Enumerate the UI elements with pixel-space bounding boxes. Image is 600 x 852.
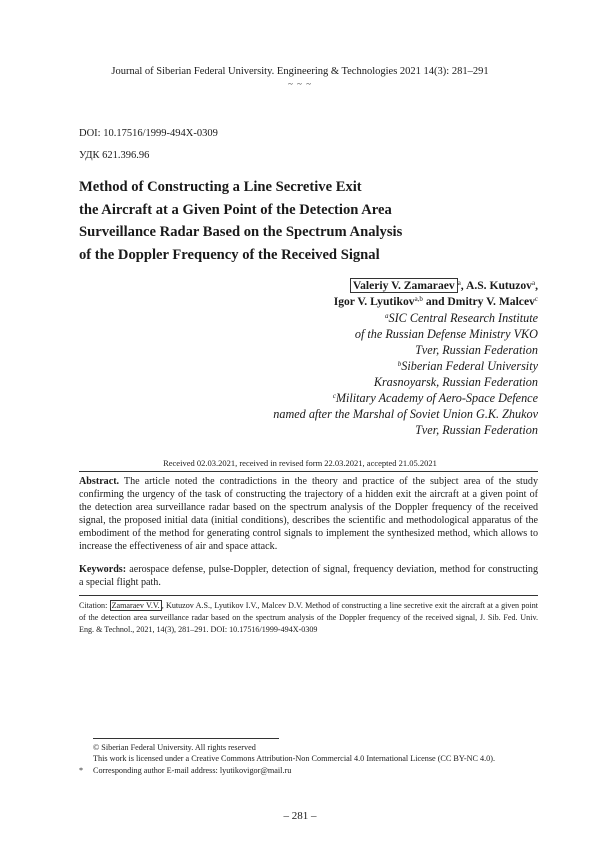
- separator: ,: [535, 279, 538, 292]
- corresponding-text: Corresponding author E-mail address: lyutikovigor@mail.ru: [93, 765, 292, 775]
- affil-line: Military Academy of Aero-Space Defence: [335, 391, 538, 405]
- page-number: – 281 –: [283, 810, 317, 822]
- affil-sup: a: [385, 312, 389, 320]
- affiliation-a: Tver, Russian Federation: [415, 343, 538, 357]
- title-line: the Aircraft at a Given Point of the Detection Area: [79, 201, 392, 218]
- title-line: Surveillance Radar Based on the Spectrum Analysis: [79, 224, 403, 241]
- citation-text: , Kutuzov A.S., Lyutikov I.V., Malcev D.V. Method of constructing a line secretive exit the aircraft at a given point of the detection area surveillance radar based on the spectrum analysis of the Doppler frequency of the received signal, J. Sib. Fed. Univ. Eng. & Technol., 2021, 14(3), 281–291. DOI: 10.17516/1999-494X-0309: [79, 601, 538, 634]
- affil-line: Siberian Federal University: [401, 359, 538, 373]
- paper-title: [79, 176, 539, 266]
- license-note: This work is licensed under a Creative Commons Attribution-Non Commercial 4.0 International License (CC BY-NC 4.0).: [93, 754, 496, 764]
- udk: УДК 621.396.96: [79, 150, 150, 161]
- affiliation-a: [273, 310, 538, 326]
- author-lyutikov: Igor V. Lyutikov: [333, 295, 415, 308]
- authors-line-1: [273, 278, 538, 294]
- received-dates: Received 02.03.2021, received in revised form 22.03.2021, accepted 21.05.2021: [163, 458, 437, 468]
- citation: [79, 600, 538, 636]
- affiliation-c: named after the Marshal of Soviet Union G.K. Zhukov: [273, 407, 538, 421]
- abstract: [79, 475, 538, 554]
- abstract-label: Abstract.: [79, 476, 120, 487]
- author-kutuzov: , A.S. Kutuzov: [460, 279, 532, 292]
- affiliation-a: of the Russian Defense Ministry VKO: [354, 327, 538, 341]
- authors-line-2: [273, 294, 538, 310]
- footnotes: [79, 742, 549, 776]
- divider: [79, 471, 538, 472]
- affil-line: SIC Central Research Institute: [388, 311, 538, 325]
- affiliation-c: [273, 390, 538, 406]
- title-line: of the Doppler Frequency of the Received Signal: [79, 246, 380, 263]
- affil-mark: c: [534, 295, 538, 303]
- author-malcev: Dmitry V. Malcev: [447, 295, 535, 308]
- author-zamaraev: Valeriy V. Zamaraev: [350, 278, 458, 293]
- affil-mark: a: [531, 279, 536, 287]
- keywords: [79, 563, 538, 589]
- divider: [79, 595, 538, 596]
- author-block: [273, 278, 538, 438]
- affil-mark: a,b: [414, 295, 423, 303]
- affil-sup: b: [397, 360, 402, 368]
- doi: DOI: 10.17516/1999-494X-0309: [79, 128, 218, 139]
- affiliation-b: Krasnoyarsk, Russian Federation: [373, 375, 538, 389]
- affiliation-b: [273, 358, 538, 374]
- asterisk: *: [79, 765, 84, 775]
- corresponding-note: [79, 765, 549, 776]
- copyright-note: © Siberian Federal University. All rights reserved: [93, 743, 256, 752]
- keywords-text: aerospace defense, pulse-Doppler, detection of signal, frequency deviation, method for constructing a special flight path.: [79, 564, 538, 589]
- citation-prefix: Citation:: [79, 601, 110, 610]
- abstract-text: The article noted the contradictions in the theory and practice of the subject area of the study confirming the urgency of the task of constructing the trajectory of a hidden exit the aircraft at a given point of the detection area surveillance radar based on the spectrum analysis of the Doppler frequency of the received signal, the proposed initial data (initial conditions), describes the scientific and methodological apparatus of the embodiment of the method for generating control signals to implement the synthesized method, which allows to increase the effectiveness of air and space attack.: [79, 476, 538, 553]
- title-line: Method of Constructing a Line Secretive Exit: [79, 179, 362, 195]
- affil-sup: c: [332, 392, 336, 400]
- citation-highlight: Zamaraev V.V.: [111, 601, 160, 610]
- affiliation-c: Tver, Russian Federation: [415, 423, 538, 437]
- header-ornament: ~ ~ ~: [287, 79, 313, 89]
- journal-header: Journal of Siberian Federal University. Engineering & Technologies 2021 14(3): 281–291: [111, 66, 489, 77]
- keywords-label: Keywords:: [79, 564, 127, 575]
- conjunction: and: [422, 295, 448, 308]
- footnote-rule: [93, 738, 279, 739]
- affil-mark: a: [457, 279, 461, 287]
